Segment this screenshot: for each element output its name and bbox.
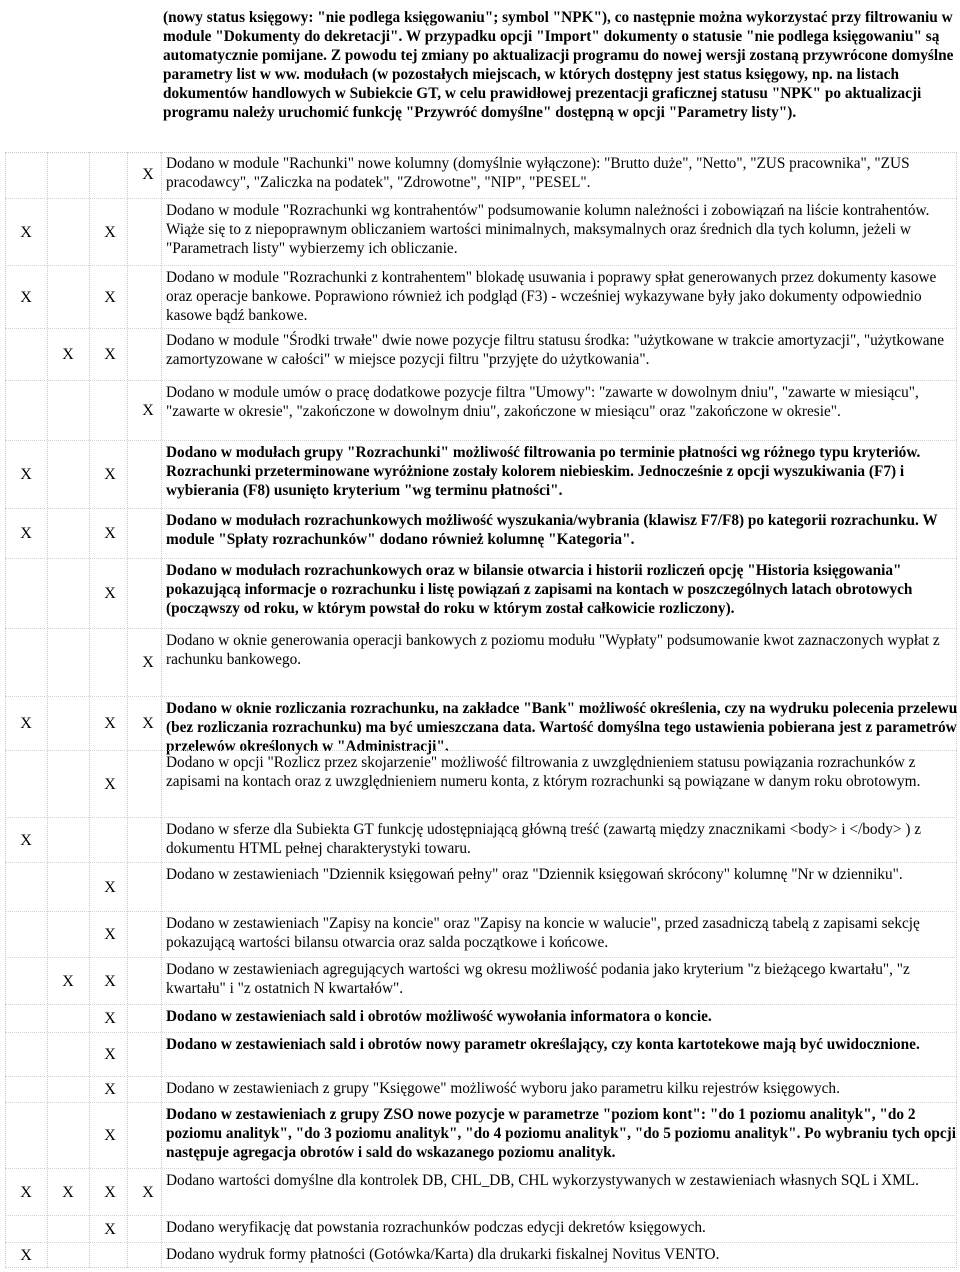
row-description: Dodano w zestawieniach "Dziennik księgowań pełny" oraz "Dziennik księgowań skrócony" kolumnę "Nr w dzienniku". [166, 866, 903, 883]
x-mark-col3: X [104, 585, 116, 602]
table-row [5, 380, 957, 441]
x-mark-col1: X [20, 466, 32, 483]
table-row [5, 328, 957, 381]
row-description: Dodano w opcji "Rozlicz przez skojarzenie" możliwość filtrowania z uwzględnieniem statusu powiązania rozrachunków z zapisami na kontach oraz z uwzględnieniem numeru konta, z którym rozrachunki są powiązane w danym roku obrotowym. [166, 754, 921, 791]
x-mark-col3: X [104, 1081, 116, 1098]
row-description: Dodano w module "Rozrachunki z kontrahentem" blokadę usuwania i poprawy spłat generowanych przez dokumenty kasowe oraz operacje bankowe. Poprawiono również ich podgląd (F3) - wcześniej wykazywane były jako dokumenty odpowiednio kasowe bądź bankowe. [166, 269, 937, 325]
x-mark-col4: X [142, 1184, 154, 1201]
x-mark-col1: X [20, 1247, 32, 1264]
row-description: Dodano w module "Środki trwałe" dwie nowe pozycje filtru statusu środka: "użytkowane w trakcie amortyzacji", "użytkowane zamortyzowane w całości" w miejsce pozycji filtru "przyjęte do użytkowania". [166, 332, 944, 369]
x-mark-col2: X [62, 346, 74, 363]
table-row [5, 1242, 957, 1269]
row-description: Dodano wydruk formy płatności (Gotówka/Karta) dla drukarki fiskalnej Novitus VENTO. [166, 1246, 720, 1263]
row-description: Dodano w zestawieniach sald i obrotów możliwość wywołania informatora o koncie. [166, 1008, 712, 1025]
x-mark-col3: X [104, 224, 116, 241]
table-row [5, 265, 957, 329]
x-mark-col4: X [142, 654, 154, 671]
table-row [5, 152, 957, 198]
x-mark-col4: X [142, 402, 154, 419]
table-row [5, 862, 957, 912]
x-mark-col1: X [20, 224, 32, 241]
x-mark-col1: X [20, 525, 32, 542]
table-row [5, 508, 957, 559]
x-mark-col3: X [104, 525, 116, 542]
table-row [5, 750, 957, 818]
x-mark-col3: X [104, 776, 116, 793]
table-row [5, 817, 957, 863]
x-mark-col3: X [104, 715, 116, 732]
table-row [5, 1004, 957, 1033]
row-description: Dodano w zestawieniach "Zapisy na koncie" oraz "Zapisy na koncie w walucie", przed zasadniczą tabelą z zapisami sekcję pokazującą wartości bilansu otwarcia oraz salda początkowe i końcowe. [166, 915, 920, 952]
x-mark-col4: X [142, 715, 154, 732]
row-description: Dodano w zestawieniach z grupy ZSO nowe pozycje w parametrze "poziom kont": "do 1 poziomu analityk", "do 2 poziomu analityk", "do 3 poziomu analityk", "do 4 poziomu analityk", "do 5 poziomu analityk". Po wybraniu tych opcji następuje agregacja obrotów i sald do wskazanego poziomu analityk. [166, 1106, 956, 1162]
table-row [5, 1168, 957, 1216]
x-mark-col2: X [62, 1184, 74, 1201]
row-description: Dodano w modułach rozrachunkowych możliwość wyszukania/wybrania (klawisz F7/F8) po kategorii rozrachunku. W module "Spłaty rozrachunków" dodano również kolumnę "Kategoria". [166, 512, 938, 549]
x-mark-col3: X [104, 973, 116, 990]
table-row [5, 957, 957, 1005]
row-description: Dodano w oknie rozliczania rozrachunku, na zakładce "Bank" możliwość określenia, czy na wydruku polecenia przelewu (bez rozliczania rozrachunku) ma być umieszczana data. Wartość domyślna tego ustawienia pobierana jest z parametrów przelewów określonych w "Administracji". [166, 700, 958, 756]
x-mark-col4: X [142, 166, 154, 183]
row-description: Dodano w module umów o pracę dodatkowe pozycje filtra "Umowy": "zawarte w dowolnym dniu", "zawarte w miesiącu", "zawarte w okresie", "zakończone w dowolnym dniu", zakończone w miesiącu" oraz "zakończone w okresie". [166, 384, 919, 421]
row-description: Dodano w modułach grupy "Rozrachunki" możliwość filtrowania po terminie płatności wg różnego typu kryteriów. Rozrachunki przeterminowane wyróżnione zostały kolorem niebieskim. Jednocześnie z opcji wyszukiwania (F7) i wybierania (F8) usunięto kryterium "wg terminu płatności". [166, 444, 921, 500]
row-description: Dodano w module "Rachunki" nowe kolumny (domyślnie wyłączone): "Brutto duże", "Netto", "ZUS pracownika", "ZUS pracodawcy", "Zaliczka na podatek", "Zdrowotne", "NIP", "PESEL". [166, 155, 910, 192]
x-mark-col3: X [104, 346, 116, 363]
table-row [5, 440, 957, 509]
x-mark-col3: X [104, 879, 116, 896]
x-mark-col3: X [104, 466, 116, 483]
table-row [5, 1215, 957, 1243]
x-mark-col1: X [20, 1184, 32, 1201]
row-description: Dodano w zestawieniach z grupy "Księgowe" możliwość wyboru jako parametru kilku rejestrów księgowych. [166, 1080, 840, 1097]
table-row [5, 1076, 957, 1103]
row-description: Dodano weryfikację dat powstania rozrachunków podczas edycji dekretów księgowych. [166, 1219, 706, 1236]
row-description: Dodano wartości domyślne dla kontrolek DB, CHL_DB, CHL wykorzystywanych w zestawieniach własnych SQL i XML. [166, 1172, 919, 1189]
table-row [5, 911, 957, 958]
table-row [5, 628, 957, 697]
table-row [5, 558, 957, 629]
x-mark-col3: X [104, 1184, 116, 1201]
row-description: Dodano w modułach rozrachunkowych oraz w bilansie otwarcia i historii rozliczeń opcję "Historia księgowania" pokazującą informacje o rozrachunku i listę powiązań z zapisami na kontach w poszczególnych latach obrotowych (począwszy od roku, w którym powstał do roku w którym został całkowicie rozliczony). [166, 562, 913, 618]
x-mark-col3: X [104, 1127, 116, 1144]
table-row [5, 1102, 957, 1169]
x-mark-col1: X [20, 832, 32, 849]
x-mark-col3: X [104, 1221, 116, 1238]
row-description: Dodano w sferze dla Subiekta GT funkcję udostępniającą główną treść (zawartą między znacznikami <body> i </body> ) z dokumentu HTML pełnej charakterystyki towaru. [166, 821, 922, 858]
x-mark-col2: X [62, 973, 74, 990]
x-mark-col3: X [104, 1046, 116, 1063]
intro-paragraph: (nowy status księgowy: "nie podlega księgowaniu"; symbol "NPK"), co następnie można wykorzystać przy filtrowaniu w module "Dokumenty do dekretacji". W przypadku opcji "Import" dokumenty o statusie "nie podlega księgowaniu" są automatycznie pomijane. Z powodu tej zmiany po aktualizacji programu do nowej wersji zostaną przywrócone domyślne parametry list w ww. modułach (w pozostałych miejscach, w których dostępny jest status księgowy, np. na listach dokumentów handlowych w Subiekcie GT, w celu prawidłowej prezentacji graficznej statusu "NPK" po aktualizacji programu należy uruchomić funkcję "Przywróć domyślne" dostępną w opcji "Parametry listy"). [163, 9, 954, 122]
x-mark-col3: X [104, 1010, 116, 1027]
x-mark-col1: X [20, 715, 32, 732]
row-description: Dodano w module "Rozrachunki wg kontrahentów" podsumowanie kolumn należności i zobowiązań na liście kontrahentów. Wiąże się to z niepoprawnym obliczaniem wartości minimalnych, maksymalnych oraz średnich dla tych kolumn, jeżeli w "Parametrach listy" wybierzemy ich obliczanie. [166, 202, 930, 258]
row-description: Dodano w zestawieniach sald i obrotów nowy parametr określający, czy konta kartotekowe mają być uwidocznione. [166, 1036, 920, 1053]
x-mark-col1: X [20, 289, 32, 306]
x-mark-col3: X [104, 289, 116, 306]
row-description: Dodano w zestawieniach agregujących wartości wg okresu możliwość podania jako kryterium "z bieżącego kwartału", "z kwartału" i "z ostatnich N kwartałów". [166, 961, 910, 998]
table-row [5, 198, 957, 266]
table-row [5, 696, 958, 756]
table-row [5, 1032, 957, 1077]
x-mark-col3: X [104, 926, 116, 943]
row-description: Dodano w oknie generowania operacji bankowych z poziomu modułu "Wypłaty" podsumowanie kwot zaznaczonych wypłat z rachunku bankowego. [166, 632, 940, 669]
